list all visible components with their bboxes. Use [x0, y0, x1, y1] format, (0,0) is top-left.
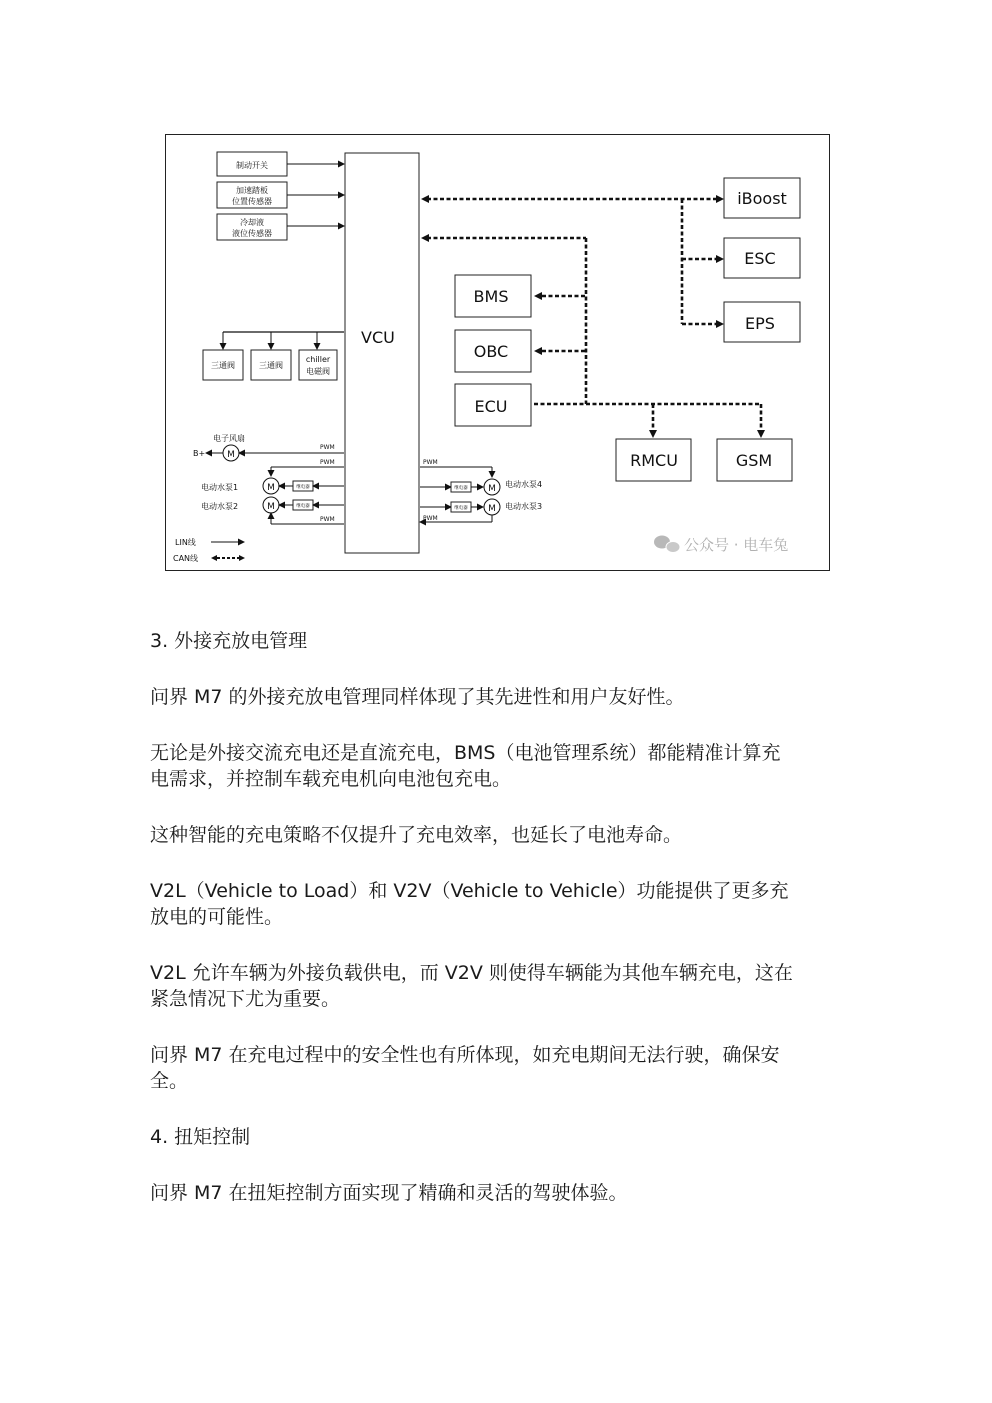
svg-text:M: M — [488, 504, 496, 514]
svg-text:电动水泵2: 电动水泵2 — [201, 502, 239, 511]
svg-text:电子风扇: 电子风扇 — [213, 434, 245, 443]
svg-text:制动开关: 制动开关 — [236, 161, 268, 170]
module-gsm — [717, 439, 792, 481]
svg-text:位置传感器: 位置传感器 — [232, 197, 272, 206]
svg-text:PWM: PWM — [320, 444, 335, 451]
section-heading-4: 4. 扭矩控制 — [150, 1126, 251, 1148]
svg-text:继电器: 继电器 — [454, 486, 468, 491]
svg-text:OBC: OBC — [473, 342, 509, 361]
svg-text:冷却液: 冷却液 — [240, 218, 264, 227]
svg-text:iBoost: iBoost — [737, 189, 787, 208]
vcu-architecture-diagram — [165, 134, 830, 571]
svg-text:M: M — [267, 483, 275, 493]
module-iboost — [724, 178, 800, 218]
svg-text:三通阀: 三通阀 — [211, 361, 235, 370]
svg-text:BMS: BMS — [473, 287, 509, 306]
svg-text:电动水泵1: 电动水泵1 — [201, 483, 239, 492]
paragraph-1: 问界 M7 的外接充放电管理同样体现了其先进性和用户友好性。 — [150, 686, 685, 708]
svg-text:M: M — [227, 450, 235, 460]
vcu-label: VCU — [361, 328, 395, 347]
module-esc — [724, 238, 800, 278]
section-heading-3: 3. 外接充放电管理 — [150, 630, 308, 652]
module-bms — [455, 275, 531, 317]
svg-text:电动水泵3: 电动水泵3 — [505, 502, 543, 511]
valve-three-way-2 — [251, 350, 291, 380]
paragraph-6-line-1: 问界 M7 在充电过程中的安全性也有所体现，如充电期间无法行驶，确保安 — [150, 1044, 780, 1066]
valve-three-way-1 — [203, 350, 243, 380]
svg-text:B+: B+ — [193, 449, 206, 458]
svg-text:EPS: EPS — [745, 314, 775, 333]
svg-text:液位传感器: 液位传感器 — [232, 229, 272, 238]
svg-text:电磁阀: 电磁阀 — [306, 367, 330, 376]
svg-text:PWM: PWM — [320, 516, 335, 523]
svg-text:继电器: 继电器 — [296, 485, 310, 490]
paragraph-4-line-2: 放电的可能性。 — [150, 906, 284, 928]
svg-text:chiller: chiller — [305, 355, 331, 364]
svg-text:GSM: GSM — [735, 451, 773, 470]
module-eps — [724, 302, 800, 342]
svg-text:继电器: 继电器 — [296, 504, 310, 509]
legend-lin: LIN线 — [175, 538, 196, 547]
svg-text:加速踏板: 加速踏板 — [236, 186, 268, 195]
paragraph-6-line-2: 全。 — [150, 1070, 189, 1092]
svg-text:ESC: ESC — [744, 249, 776, 268]
legend-can: CAN线 — [173, 554, 199, 563]
valve-chiller — [299, 350, 337, 380]
svg-text:公众号 · 电车兔: 公众号 · 电车兔 — [684, 536, 789, 554]
svg-text:电动水泵4: 电动水泵4 — [505, 480, 543, 489]
svg-text:M: M — [267, 502, 275, 512]
svg-text:三通阀: 三通阀 — [259, 361, 283, 370]
vcu-block — [345, 153, 419, 553]
paragraph-7: 问界 M7 在扭矩控制方面实现了精确和灵活的驾驶体验。 — [150, 1182, 628, 1204]
module-ecu — [455, 384, 531, 426]
svg-text:M: M — [488, 484, 496, 494]
module-obc — [455, 330, 531, 372]
paragraph-2-line-2: 电需求，并控制车载充电机向电池包充电。 — [150, 768, 512, 790]
svg-text:ECU: ECU — [474, 397, 508, 416]
paragraph-5-line-2: 紧急情况下尤为重要。 — [150, 988, 341, 1010]
paragraph-3: 这种智能的充电策略不仅提升了充电效率，也延长了电池寿命。 — [150, 824, 683, 846]
svg-text:继电器: 继电器 — [454, 506, 468, 511]
svg-text:RMCU: RMCU — [630, 451, 678, 470]
svg-text:PWM: PWM — [423, 515, 438, 522]
svg-text:PWM: PWM — [320, 459, 335, 466]
paragraph-2-line-1: 无论是外接交流充电还是直流充电，BMS（电池管理系统）都能精准计算充 — [150, 742, 781, 764]
paragraph-4-line-1: V2L（Vehicle to Load）和 V2V（Vehicle to Vehicle）功能提供了更多充 — [150, 880, 789, 902]
svg-text:PWM: PWM — [423, 459, 438, 466]
paragraph-5-line-1: V2L 允许车辆为外接负载供电，而 V2V 则使得车辆能为其他车辆充电，这在 — [150, 962, 793, 984]
module-rmcu — [616, 439, 691, 481]
